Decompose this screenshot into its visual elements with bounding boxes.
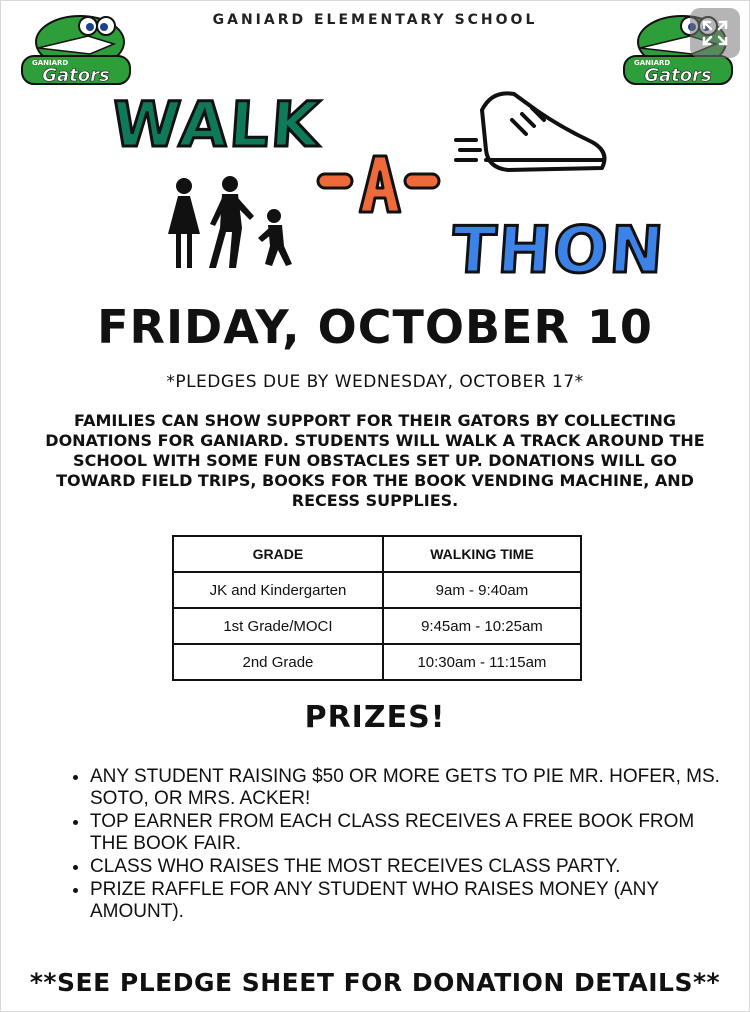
prizes-heading: PRIZES! [304,700,446,735]
header-grade: GRADE [173,536,383,572]
time-cell: 9:45am - 10:25am [383,608,581,644]
logo-top-text: GANIARD [32,59,69,67]
list-item: • PRIZE RAFFLE FOR ANY STUDENT WHO RAISES MONEY (ANY AMOUNT). [90,879,730,923]
logo-name: Gators [42,65,110,86]
logo-top-text: GANIARD [634,59,671,67]
table-row [173,572,581,608]
header-walking-time: WALKING TIME [383,536,581,572]
intro-paragraph: FAMILIES CAN SHOW SUPPORT FOR THEIR GATORS BY COLLECTING DONATIONS FOR GANIARD. STUDENTS WILL WALK A TRACK AROUND THE SCHOOL WITH SOME FUN OBSTACLES SET UP. DONATIONS WILL GO TOWARD FIELD TRIPS, BOOKS FOR THE BOOK VENDING MACHINE, AND RECESS SUPPLIES. [45,411,705,510]
prize-list [64,766,730,924]
grade-cell: 2nd Grade [173,644,383,680]
title-a [316,148,441,218]
title-walk: WALK [109,88,324,161]
walking-family-icon [156,176,306,276]
list-item: • CLASS WHO RAISES THE MOST RECEIVES CLASS PARTY. [90,856,730,878]
schedule-table [172,535,582,681]
time-cell: 9am - 9:40am [383,572,581,608]
school-name: GANIARD ELEMENTARY SCHOOL [212,12,538,28]
event-date: FRIDAY, OCTOBER 10 [97,300,653,354]
table-header-row [173,536,581,572]
list-item: • TOP EARNER FROM EACH CLASS RECEIVES A FREE BOOK FROM THE BOOK FAIR. [90,811,730,855]
pledges-due: *PLEDGES DUE BY WEDNESDAY, OCTOBER 17* [166,372,584,392]
running-shoe-icon [452,80,617,190]
table-row [173,608,581,644]
grade-cell: 1st Grade/MOCI [173,608,383,644]
logo-name: Gators [644,65,712,86]
table-row [173,644,581,680]
title-thon: THON [449,214,668,288]
time-cell: 10:30am - 11:15am [383,644,581,680]
list-item: • ANY STUDENT RAISING $50 OR MORE GETS TO PIE MR. HOFER, MS. SOTO, OR MRS. ACKER! [90,766,730,810]
grade-cell: JK and Kindergarten [173,572,383,608]
footer-note: **SEE PLEDGE SHEET FOR DONATION DETAILS** [29,968,721,997]
